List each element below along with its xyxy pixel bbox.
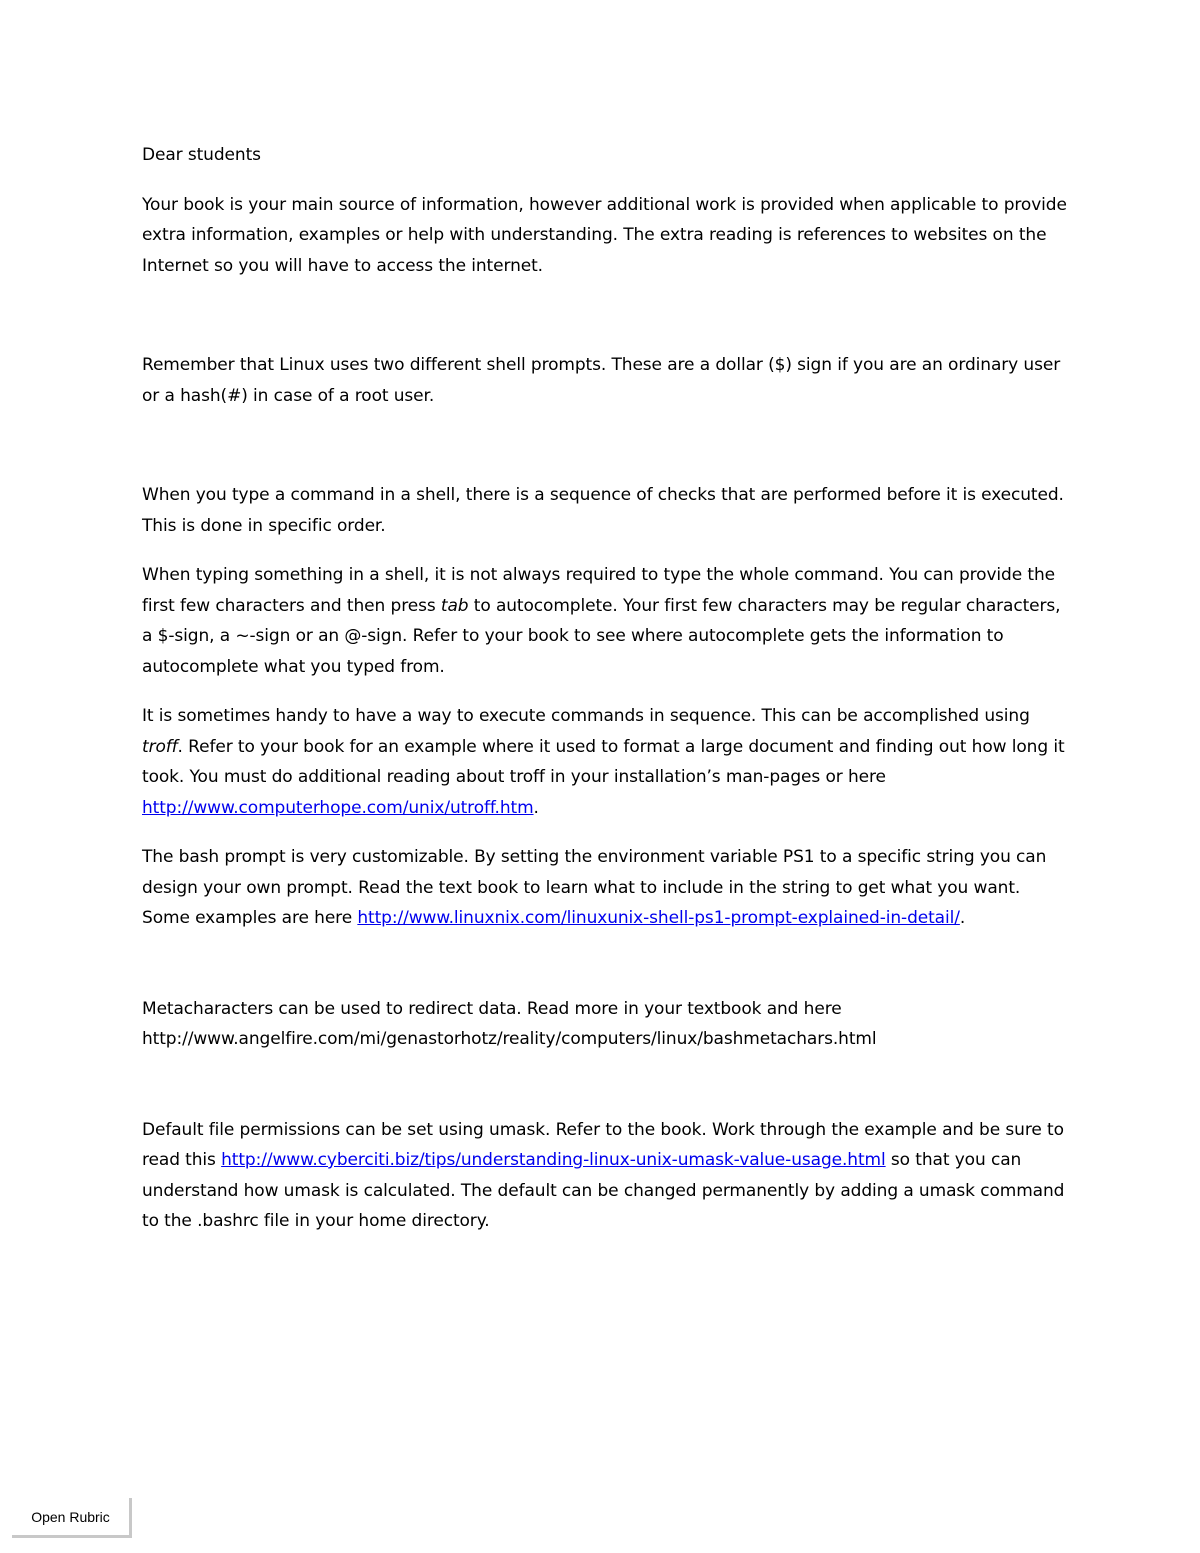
- command-checks-paragraph: When you type a command in a shell, there is a sequence of checks that are performed before it is executed. This is done in specific order.: [142, 485, 1064, 536]
- intro-paragraph: Your book is your main source of information, however additional work is provided when applicable to provide extra information, examples or help with understanding. The extra reading is references to websites on the Internet so you will have to access the internet.: [142, 194, 1067, 276]
- autocomplete-paragraph: When typing something in a shell, it is not always required to type the whole command. You can provide the first few characters and then press tab to autocomplete. Your first few characters may be regular characters, a $-sign, a ~-sign or an @-sign. Refer to your book to see where autocomplete gets the information to autocomplete what you typed from.: [142, 565, 1061, 677]
- greeting: Dear students: [142, 145, 261, 165]
- ps1-link[interactable]: http://www.linuxnix.com/linuxunix-shell-ps1-prompt-explained-in-detail/: [357, 908, 960, 928]
- troff-paragraph: It is sometimes handy to have a way to execute commands in sequence. This can be accomplished using troff. Refer to your book for an example where it used to format a large document and finding out how long it took. You must do additional reading about troff in your installation’s man-pages or here http://www.computerhope.com/unix/utroff.htm.: [142, 706, 1065, 818]
- bash-prompt-paragraph: The bash prompt is very customizable. By setting the environment variable PS1 to a specific string you can design your own prompt. Read the text book to learn what to include in the string to get what you want. Some examples are here http://www.linuxnix.com/linuxunix-shell-ps1-prompt-explained-in-detail/.: [142, 847, 1047, 928]
- shell-prompts-paragraph: Remember that Linux uses two different shell prompts. These are a dollar ($) sign if you are an ordinary user or a hash(#) in case of a root user.: [142, 355, 1061, 406]
- umask-link[interactable]: http://www.cyberciti.biz/tips/understanding-linux-unix-umask-value-usage.html: [221, 1150, 886, 1170]
- metacharacters-paragraph: Metacharacters can be used to redirect data. Read more in your textbook and here http://www.angelfire.com/mi/genastorhotz/reality/computers/linux/bashmetachars.html: [142, 998, 877, 1049]
- troff-link[interactable]: http://www.computerhope.com/unix/utroff.htm: [142, 797, 534, 818]
- open-rubric-button[interactable]: Open Rubric: [12, 1498, 132, 1538]
- tab-keyword: tab: [440, 595, 469, 616]
- umask-paragraph: Default file permissions can be set using umask. Refer to the book. Work through the example and be sure to read this http://www.cyberciti.biz/tips/understanding-linux-unix-umask-value-usage.html so that you can understand how umask is calculated. The default can be changed permanently by adding a umask command to the .bashrc file in your home directory.: [142, 1119, 1065, 1231]
- document-body: [142, 140, 1072, 1256]
- troff-keyword: troff: [142, 736, 178, 757]
